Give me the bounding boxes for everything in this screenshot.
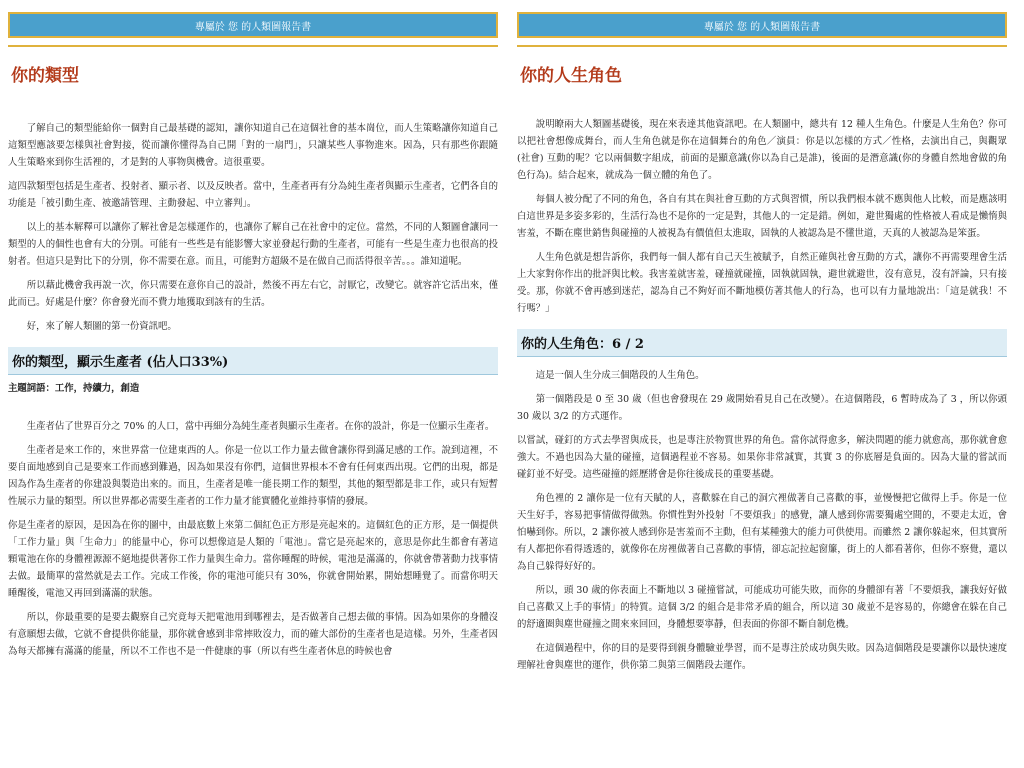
- intro-paragraph: 了解自己的類型能給你一個對自己最基礎的認知，讓你知道自己在這個社會的基本崗位，而人生策略讓你知道自己這類型應該要怎樣與社會對接，從而讓你懂得為自己開「對的一扇門」，只讓某些人事物進來。因為，只有那些你跟隨人生策略來到你生活裡的，才是對的人事物與機會。這很重要。: [8, 123, 498, 168]
- type-section-heading: 你的類型，顯示生產者 (佔人口33%): [8, 347, 498, 375]
- banner-text: 專屬於 您 的人類圖報告書: [703, 21, 821, 33]
- body-paragraph: 以嘗試，碰釘的方式去學習與成長，也是專注於物質世界的角色。當你試得愈多，解決問題的能力就愈高，那你就會愈強大。不過也因為大量的碰撞，這個過程並不容易。如果你非常誠實，其實 3 的你底層是負面的。因為大量的嘗試而碰釘並不好受。這些碰撞的經歷將會是你往後成長的重要基礎。: [517, 435, 1007, 480]
- profile-section-heading: 你的人生角色：6 / 2: [517, 329, 1007, 357]
- body-paragraph: 在這個過程中，你的目的是要得到親身體驗並學習，而不是專注於成功與失敗。因為這個階段是要讓你以最快速度理解社會與塵世的運作，供你第二與第三個階段去運作。: [517, 643, 1007, 671]
- gold-divider: [8, 45, 498, 47]
- body-paragraph: 所以，你最重要的是要去觀察自己究竟每天把電池用到哪裡去，是否做著自己想去做的事情。因為如果你的身體沒有意願想去做，它就不會提供你能量，那你就會感到非常摔敗沒力，而的確大部份的生產者也是這樣。另外，生產者因為每天都擁有滿滿的能量，所以不工作也不是一件健康的事（所以有些生產者休息的時候也會: [8, 612, 498, 657]
- intro-paragraph: 以上的基本解釋可以讓你了解社會是怎樣運作的，也讓你了解自己在社會中的定位。當然，不同的人類圖會讓同一類型的人的個性也會有大的分別。可能有一些些是有能影響大家並發起行動的生產者，可能有一些是生產力也很高的投射者。但這只是對比下的分別，你不需要在意。而且，可能對方超級不是在做自己而活得很辛苦。。。誰知道呢。: [8, 222, 498, 267]
- report-banner: [8, 12, 498, 38]
- body-paragraph: 生產者佔了世界百分之 70% 的人口，當中再細分為純生產者與顯示生產者。在你的設計，你是一位顯示生產者。: [26, 421, 495, 432]
- right-page: [517, 0, 1007, 768]
- topic-keywords: 主題詞語：工作，持續力，創造: [8, 383, 140, 394]
- left-page: [8, 0, 498, 768]
- gold-divider: [517, 45, 1007, 47]
- report-banner: [517, 12, 1007, 38]
- intro-paragraph: 人生角色就是想告訴你，我們每一個人都有自己天生被賦予，自然正確與社會互動的方式，讓你不再需要理會生活上大家對你作出的批評與比較。我害羞就害羞，碰撞就碰撞，固執就固執，避世就避世，沒有意見，沒有評論，只有接受。那，你就不會再感到迷茫，認為自己不夠好而不斷地模仿著其他人的行為，也可以有力量地說出：「這是就我！不行嗎？」: [517, 252, 1007, 314]
- intro-paragraph: 好，來了解人類圖的第一份資訊吧。: [26, 321, 177, 332]
- intro-paragraph: 這四款類型包括是生產者、投射者、顯示者、以及反映者。當中，生產者再有分為純生產者與顯示生產者，它們各自的功能是「被引動生產、被邀請管理、主動發起、中立審判」。: [8, 181, 498, 209]
- body-paragraph: 所以，頭 30 歲的你表面上不斷地以 3 碰撞嘗試，可能成功可能失敗，而你的身體卻有著「不要煩我，讓我好好做自己喜歡又上手的事情」的特質。這個 3/2 的組合是非常矛盾的組合，所以這 30 歲並不是容易的，你總會在躲在自己的舒適圈與塵世碰撞之間來來回回，身體想要寧靜，但表面的你卻不斷自制危機。: [517, 585, 1007, 630]
- body-paragraph: 你是生產者的原因，是因為在你的圖中，由最底數上來第二個紅色正方形是亮起來的。這個紅色的正方形，是一個提供「工作力量」與「生命力」的能量中心，你可以想像這是人類的「電池」。當它是亮起來的，意思是你此生都會有著這顆電池在你的身體裡源源不絕地提供著你工作力量與生命力。當你睡醒的時候，電池是滿滿的，你就會帶著動力找事情去做。最簡單的當然就是去工作。完成工作後，你的電池可能只有 30%，你就會開始累，開始想睡覺了。而當你明天睡醒後，電池又再回到滿滿的狀態。: [8, 520, 498, 599]
- page-title: 你的類型: [11, 66, 79, 86]
- intro-paragraph: 每個人被分配了不同的角色，各自有其在與社會互動的方式與習慣，所以我們根本就不應與他人比較，而是應該明白這世界是多姿多彩的，生活行為也不是你的一定是對，其他人的一定是錯。例如，避世獨處的性格被人看成是懶惰與害羞，不斷在塵世銷售與碰撞的人被視為有價值但太進取，固執的人被認為是不懂世道，天真的人被認為是笨蛋。: [517, 194, 1007, 239]
- intro-paragraph: 所以藉此機會我再說一次，你只需要在意你自己的設計，然後不再左右它，討厭它，改變它。就容許它活出來，僅此而已。好處是什麼？你會發光而不費力地獲取到該有的生活。: [8, 280, 498, 308]
- body-paragraph: 第一個階段是 0 至 30 歲（但也會發現在 29 歲開始看見自己在改變）。在這個階段，6 暫時成為了 3 ，所以你頭 30 歲以 3/2 的方式運作。: [517, 394, 1007, 422]
- body-paragraph: 角色裡的 2 讓你是一位有天賦的人，喜歡躲在自己的洞穴裡做著自己喜歡的事，並慢慢把它做得上手。你是一位天生好手，容易把事情做得做熟。你慣性對外投射「不要煩我」的感覺，讓人感到你需要獨處空間的，不要走太近，會怕嚇到你。所以，2 讓你被人感到你是害羞而不主動，但有某種強大的能力可供使用。而雖然 2 讓你躲起來，但其實所有人都把你看得透透的，就像你在房裡做著自己喜歡的事情，卻忘記拉起窗簾，街上的人都看著你，但你不察覺，還以為自己躲得好好的。: [517, 493, 1007, 572]
- intro-paragraph: 說明瞭兩大人類圖基礎後，現在來表達其他資訊吧。在人類圖中，總共有 12 種人生角色。什麼是人生角色？你可以把社會想像成舞台，而人生角色就是你在這個舞台的角色／演員：你是以怎樣的方式／性格，去演出自己，與觀眾 (社會) 互動的呢？它以兩個數字組成，前面的是顯意識(你以為自己是誰)，後面的是潛意識(你的身體自然地會做的角色行為)。結合起來，就成為一個立體的角色了。: [517, 119, 1007, 181]
- banner-text: 專屬於 您 的人類圖報告書: [194, 21, 312, 33]
- body-paragraph: 生產者是來工作的，來世界當一位建東西的人。你是一位以工作力量去做會讓你得到滿足感的工作。說到這裡，不要自面地感到自己是要來工作而感到難過，因為如果沒有你們，這個世界根本不會有任何東西出現。它們的出現，都是因為作為生產者的你建設與製造出來的。而且，生產者是唯一能長期工作的類型，其他的類型都是非工作，或只有短暫性展示力量的類型。所以世界都必需要生產者的工作力量才能實體化並維持事情的發展。: [8, 445, 498, 507]
- body-paragraph: 這是一個人生分成三個階段的人生角色。: [535, 370, 705, 381]
- page-title: 你的人生角色: [520, 66, 622, 86]
